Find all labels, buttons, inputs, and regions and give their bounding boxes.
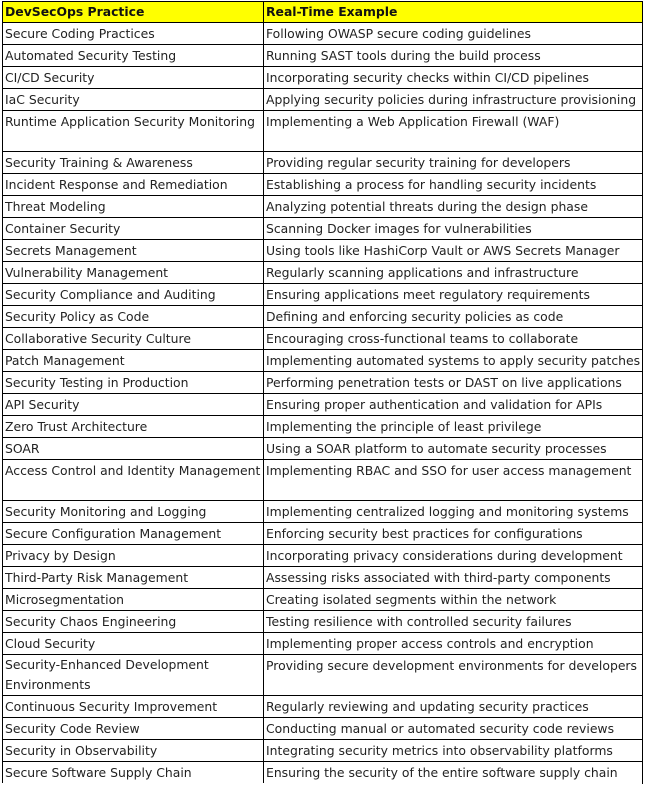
table-row bbox=[3, 111, 643, 152]
table-row bbox=[3, 567, 643, 589]
example-cell: Using tools like HashiCorp Vault or AWS Secrets Manager bbox=[264, 240, 643, 262]
practice-cell: CI/CD Security bbox=[3, 67, 264, 89]
table-row bbox=[3, 589, 643, 611]
example-cell: Implementing proper access controls and encryption bbox=[264, 633, 643, 655]
practice-cell: Secure Coding Practices bbox=[3, 23, 264, 45]
practice-cell: Security Testing in Production bbox=[3, 372, 264, 394]
example-cell: Running SAST tools during the build process bbox=[264, 45, 643, 67]
practice-cell: Security Chaos Engineering bbox=[3, 611, 264, 633]
practice-cell: API Security bbox=[3, 394, 264, 416]
table-row bbox=[3, 394, 643, 416]
practice-cell: IaC Security bbox=[3, 89, 264, 111]
example-cell: Using a SOAR platform to automate security processes bbox=[264, 438, 643, 460]
example-cell: Implementing the principle of least privilege bbox=[264, 416, 643, 438]
table-row bbox=[3, 762, 643, 784]
table-row bbox=[3, 328, 643, 350]
practice-cell: Security Compliance and Auditing bbox=[3, 284, 264, 306]
table-row bbox=[3, 501, 643, 523]
header-practice: DevSecOps Practice bbox=[3, 2, 264, 23]
table-row bbox=[3, 23, 643, 45]
example-cell: Incorporating privacy considerations during development bbox=[264, 545, 643, 567]
example-cell: Defining and enforcing security policies as code bbox=[264, 306, 643, 328]
practice-cell: Cloud Security bbox=[3, 633, 264, 655]
practice-cell: Threat Modeling bbox=[3, 196, 264, 218]
example-cell: Establishing a process for handling security incidents bbox=[264, 174, 643, 196]
example-cell: Incorporating security checks within CI/CD pipelines bbox=[264, 67, 643, 89]
practice-cell: Patch Management bbox=[3, 350, 264, 372]
table-row bbox=[3, 284, 643, 306]
practice-cell: Runtime Application Security Monitoring bbox=[3, 111, 264, 152]
example-cell: Assessing risks associated with third-party components bbox=[264, 567, 643, 589]
practice-cell: Incident Response and Remediation bbox=[3, 174, 264, 196]
table-row bbox=[3, 174, 643, 196]
table-row bbox=[3, 460, 643, 501]
example-cell: Ensuring proper authentication and validation for APIs bbox=[264, 394, 643, 416]
table-row bbox=[3, 196, 643, 218]
table-row bbox=[3, 152, 643, 174]
practice-cell: Continuous Security Improvement bbox=[3, 696, 264, 718]
practice-cell: Secrets Management bbox=[3, 240, 264, 262]
table-row bbox=[3, 45, 643, 67]
practice-cell: Automated Security Testing bbox=[3, 45, 264, 67]
example-cell: Implementing automated systems to apply security patches bbox=[264, 350, 643, 372]
practice-cell: Security-Enhanced Development Environments bbox=[3, 655, 264, 696]
table-row bbox=[3, 633, 643, 655]
practice-cell: Privacy by Design bbox=[3, 545, 264, 567]
example-cell: Implementing centralized logging and monitoring systems bbox=[264, 501, 643, 523]
practice-cell: Secure Software Supply Chain bbox=[3, 762, 264, 784]
example-cell: Creating isolated segments within the network bbox=[264, 589, 643, 611]
practice-cell: Security Policy as Code bbox=[3, 306, 264, 328]
example-cell: Scanning Docker images for vulnerabilities bbox=[264, 218, 643, 240]
practice-cell: Security Training & Awareness bbox=[3, 152, 264, 174]
table-row bbox=[3, 416, 643, 438]
practice-cell: SOAR bbox=[3, 438, 264, 460]
practice-cell: Zero Trust Architecture bbox=[3, 416, 264, 438]
example-cell: Following OWASP secure coding guidelines bbox=[264, 23, 643, 45]
practice-cell: Third-Party Risk Management bbox=[3, 567, 264, 589]
table-row bbox=[3, 262, 643, 284]
practice-cell: Secure Configuration Management bbox=[3, 523, 264, 545]
table-row bbox=[3, 306, 643, 328]
table-row bbox=[3, 438, 643, 460]
example-cell: Conducting manual or automated security code reviews bbox=[264, 718, 643, 740]
devsecops-table bbox=[2, 1, 643, 784]
example-cell: Ensuring applications meet regulatory requirements bbox=[264, 284, 643, 306]
practice-cell: Security in Observability bbox=[3, 740, 264, 762]
practice-cell: Vulnerability Management bbox=[3, 262, 264, 284]
example-cell: Integrating security metrics into observability platforms bbox=[264, 740, 643, 762]
table-row bbox=[3, 611, 643, 633]
example-cell: Performing penetration tests or DAST on live applications bbox=[264, 372, 643, 394]
example-cell: Encouraging cross-functional teams to collaborate bbox=[264, 328, 643, 350]
example-cell: Analyzing potential threats during the design phase bbox=[264, 196, 643, 218]
example-cell: Regularly reviewing and updating security practices bbox=[264, 696, 643, 718]
table-row bbox=[3, 523, 643, 545]
header-row bbox=[3, 2, 643, 23]
example-cell: Testing resilience with controlled security failures bbox=[264, 611, 643, 633]
table-row bbox=[3, 350, 643, 372]
practice-cell: Security Code Review bbox=[3, 718, 264, 740]
table-row bbox=[3, 655, 643, 696]
table-row bbox=[3, 67, 643, 89]
example-cell: Providing regular security training for developers bbox=[264, 152, 643, 174]
table-row bbox=[3, 240, 643, 262]
table-row bbox=[3, 696, 643, 718]
table-row bbox=[3, 372, 643, 394]
example-cell: Implementing a Web Application Firewall (WAF) bbox=[264, 111, 643, 152]
example-cell: Providing secure development environments for developers bbox=[264, 655, 643, 696]
practice-cell: Container Security bbox=[3, 218, 264, 240]
practice-cell: Microsegmentation bbox=[3, 589, 264, 611]
example-cell: Applying security policies during infrastructure provisioning bbox=[264, 89, 643, 111]
example-cell: Enforcing security best practices for configurations bbox=[264, 523, 643, 545]
example-cell: Regularly scanning applications and infrastructure bbox=[264, 262, 643, 284]
example-cell: Ensuring the security of the entire software supply chain bbox=[264, 762, 643, 784]
practice-cell: Security Monitoring and Logging bbox=[3, 501, 264, 523]
practice-cell: Access Control and Identity Management bbox=[3, 460, 264, 501]
table-row bbox=[3, 740, 643, 762]
table-row bbox=[3, 89, 643, 111]
header-example: Real-Time Example bbox=[264, 2, 643, 23]
practice-cell: Collaborative Security Culture bbox=[3, 328, 264, 350]
table-row bbox=[3, 718, 643, 740]
table-row bbox=[3, 545, 643, 567]
example-cell: Implementing RBAC and SSO for user access management bbox=[264, 460, 643, 501]
table-row bbox=[3, 218, 643, 240]
